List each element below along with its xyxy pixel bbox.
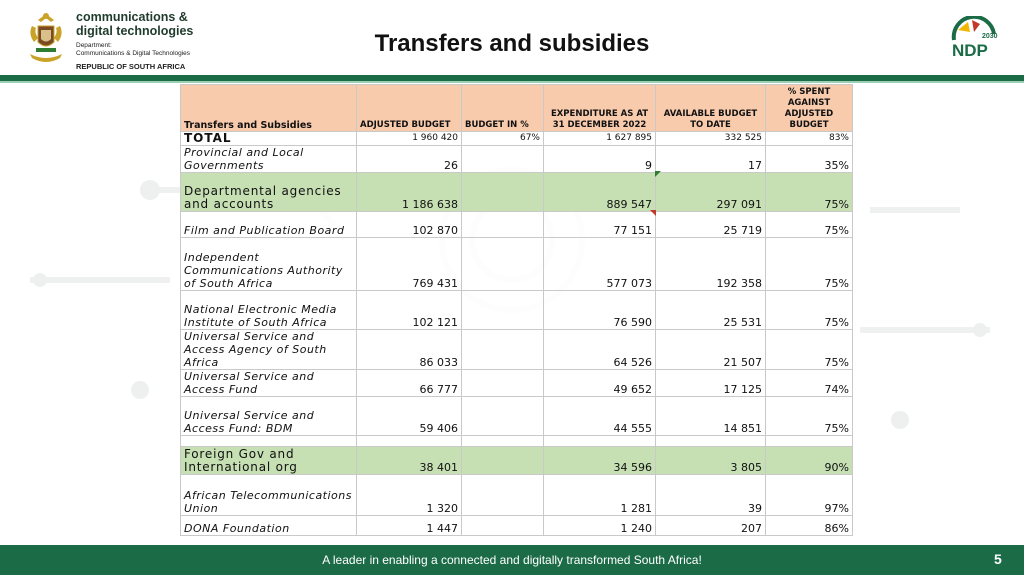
row-budget-pct: [462, 173, 544, 212]
row-budget-pct: [462, 370, 544, 397]
spacer-cell: [656, 436, 766, 447]
table-row: [181, 447, 853, 475]
table-header-row: [181, 85, 853, 132]
page-title: Transfers and subsidies: [374, 30, 650, 57]
row-spent-pct: 97%: [766, 475, 853, 516]
table-row: [181, 475, 853, 516]
table-row: [181, 516, 853, 536]
total-label: TOTAL: [181, 132, 357, 146]
spacer-cell: [181, 436, 357, 447]
page-number: 5: [994, 551, 1002, 567]
spacer-cell: [544, 436, 656, 447]
row-adjusted: 38 401: [357, 447, 462, 475]
spacer-cell: [462, 436, 544, 447]
row-available: 39: [656, 475, 766, 516]
row-budget-pct: [462, 146, 544, 173]
spacer-cell: [357, 436, 462, 447]
total-available: 332 525: [656, 132, 766, 146]
row-expenditure: 9: [544, 146, 656, 173]
row-adjusted: 1 447: [357, 516, 462, 536]
row-name: DONA Foundation: [181, 516, 357, 536]
org-name-line2: digital technologies: [76, 24, 194, 38]
row-expenditure: 889 547: [544, 173, 656, 212]
row-expenditure: 1 281: [544, 475, 656, 516]
footer-tagline: A leader in enabling a connected and digitally transformed South Africa!: [322, 553, 702, 567]
table-row: [181, 238, 853, 291]
column-header: % SPENT AGAINST ADJUSTED BUDGET: [766, 85, 853, 132]
row-name: Universal Service and Access Fund: BDM: [181, 397, 357, 436]
row-budget-pct: [462, 447, 544, 475]
row-expenditure: 64 526: [544, 330, 656, 370]
table-row: [181, 330, 853, 370]
row-available: 25 531: [656, 291, 766, 330]
row-adjusted: 1 320: [357, 475, 462, 516]
total-expenditure: 1 627 895: [544, 132, 656, 146]
total-budget-pct: 67%: [462, 132, 544, 146]
row-name: Departmental agencies and accounts: [181, 173, 357, 212]
row-expenditure: 1 240: [544, 516, 656, 536]
row-adjusted: 86 033: [357, 330, 462, 370]
row-expenditure: 44 555: [544, 397, 656, 436]
row-available: 17 125: [656, 370, 766, 397]
total-row: [181, 132, 853, 146]
row-spent-pct: 75%: [766, 173, 853, 212]
ndp-label: NDP: [952, 41, 988, 60]
row-available: 192 358: [656, 238, 766, 291]
column-header: Transfers and Subsidies: [181, 85, 357, 132]
cell-comment-marker: [655, 171, 661, 177]
row-name: Universal Service and Access Fund: [181, 370, 357, 397]
row-available: 17: [656, 146, 766, 173]
table-row: [181, 146, 853, 173]
table-row: [181, 173, 853, 212]
row-expenditure: 34 596: [544, 447, 656, 475]
dept-label: Department:: [76, 42, 112, 49]
row-adjusted: 66 777: [357, 370, 462, 397]
row-expenditure: 77 151: [544, 212, 656, 238]
row-adjusted: 1 186 638: [357, 173, 462, 212]
row-budget-pct: [462, 330, 544, 370]
row-spent-pct: 75%: [766, 291, 853, 330]
column-header: BUDGET IN %: [462, 85, 544, 132]
org-name-line1: communications &: [76, 10, 188, 24]
row-name: African Telecommunications Union: [181, 475, 357, 516]
row-available: 297 091: [656, 173, 766, 212]
row-budget-pct: [462, 291, 544, 330]
ndp-year: 2030: [982, 33, 998, 40]
cell-comment-marker: [650, 210, 656, 216]
row-adjusted: 26: [357, 146, 462, 173]
table-row: [181, 291, 853, 330]
row-spent-pct: 75%: [766, 397, 853, 436]
column-header: ADJUSTED BUDGET: [357, 85, 462, 132]
row-budget-pct: [462, 397, 544, 436]
row-adjusted: 102 870: [357, 212, 462, 238]
row-budget-pct: [462, 475, 544, 516]
header-divider-accent: [0, 81, 1024, 83]
row-expenditure: 49 652: [544, 370, 656, 397]
row-spent-pct: 75%: [766, 238, 853, 291]
row-expenditure: 76 590: [544, 291, 656, 330]
row-expenditure: 577 073: [544, 238, 656, 291]
total-adjusted: 1 960 420: [357, 132, 462, 146]
column-header: EXPENDITURE AS AT 31 DECEMBER 2022: [544, 85, 656, 132]
table-row-spacer: [181, 436, 853, 447]
row-budget-pct: [462, 212, 544, 238]
row-name: National Electronic Media Institute of South Africa: [181, 291, 357, 330]
row-spent-pct: 74%: [766, 370, 853, 397]
row-available: 3 805: [656, 447, 766, 475]
row-spent-pct: 75%: [766, 212, 853, 238]
row-available: 21 507: [656, 330, 766, 370]
row-name: Provincial and Local Governments: [181, 146, 357, 173]
row-budget-pct: [462, 238, 544, 291]
row-adjusted: 102 121: [357, 291, 462, 330]
ndp-2030-logo: [948, 16, 1000, 62]
table-row: [181, 397, 853, 436]
row-name: Universal Service and Access Agency of South Africa: [181, 330, 357, 370]
row-name: Foreign Gov and International org: [181, 447, 357, 475]
row-spent-pct: 90%: [766, 447, 853, 475]
country-name: REPUBLIC OF SOUTH AFRICA: [76, 62, 186, 71]
row-name: Independent Communications Authority of South Africa: [181, 238, 357, 291]
row-available: 207: [656, 516, 766, 536]
row-adjusted: 769 431: [357, 238, 462, 291]
row-name: Film and Publication Board: [181, 212, 357, 238]
table-row: [181, 212, 853, 238]
row-adjusted: 59 406: [357, 397, 462, 436]
column-header: AVAILABLE BUDGET TO DATE: [656, 85, 766, 132]
transfers-table: [180, 84, 852, 536]
row-spent-pct: 75%: [766, 330, 853, 370]
row-budget-pct: [462, 516, 544, 536]
row-available: 25 719: [656, 212, 766, 238]
row-spent-pct: 35%: [766, 146, 853, 173]
total-spent-pct: 83%: [766, 132, 853, 146]
table-row: [181, 370, 853, 397]
spacer-cell: [766, 436, 853, 447]
dept-name: Communications & Digital Technologies: [76, 50, 191, 57]
row-spent-pct: 86%: [766, 516, 853, 536]
row-available: 14 851: [656, 397, 766, 436]
